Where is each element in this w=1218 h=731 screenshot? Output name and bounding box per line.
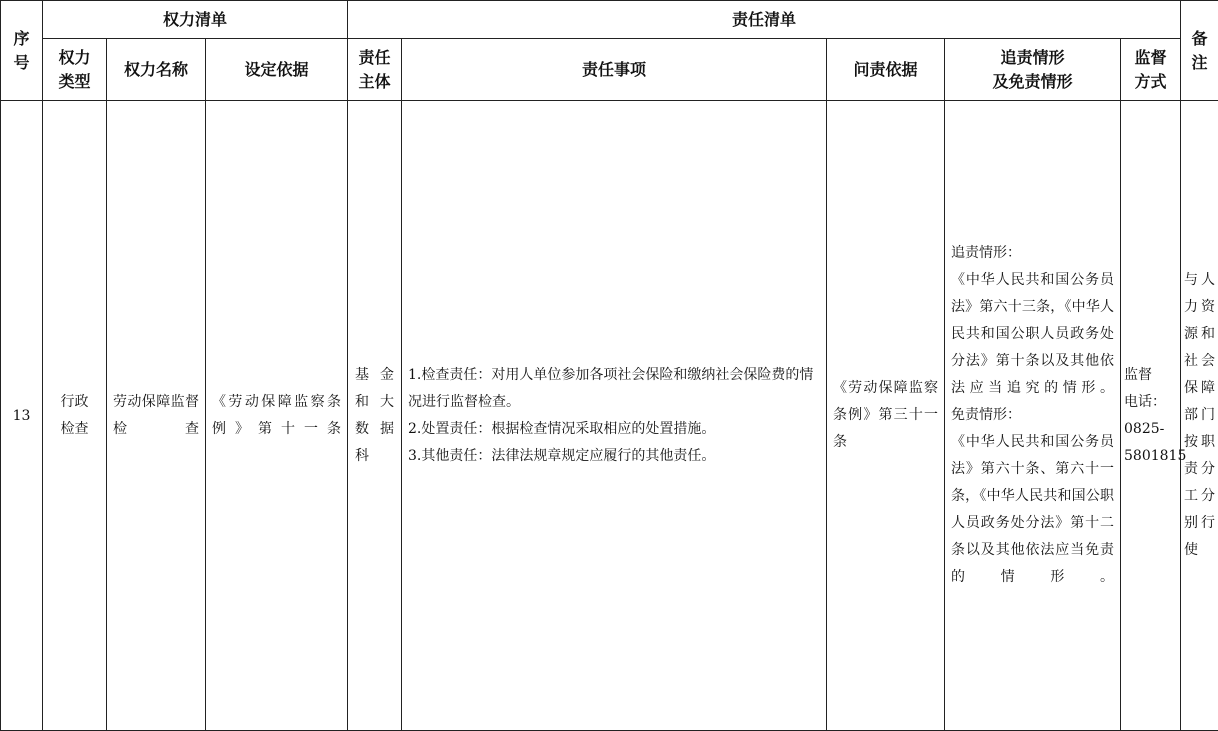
cell-resp-items: [402, 101, 827, 731]
header-supervision: 监督 方式: [1121, 39, 1181, 101]
exempt-title: 免责情形：: [951, 407, 1021, 423]
cell-power-name: 劳动保障监督检查: [107, 101, 206, 731]
header-power-list: 权力清单: [43, 1, 348, 39]
cell-supervision: 监督 电话： 0825- 5801815: [1121, 101, 1181, 731]
header-remarks: 备 注: [1181, 1, 1218, 101]
resp-item: 3.其他责任：法律法规章规定应履行的其他责任。: [408, 447, 716, 464]
header-basis: 设定依据: [206, 39, 348, 101]
cell-remarks: 与人力资源和社会保障部门按职责分工分别行使: [1181, 101, 1218, 731]
header-pursue-exempt: 追责情形 及免责情形: [945, 39, 1121, 101]
cell-accountability-basis: 《劳动保障监察条例》第三十一条: [827, 101, 945, 731]
header-resp-subject: 责任 主体: [348, 39, 402, 101]
resp-item: 2.处置责任：根据检查情况采取相应的处置措施。: [408, 420, 716, 437]
resp-item: 1.检查责任：对用人单位参加各项社会保险和缴纳社会保险费的情况进行监督检查。: [408, 366, 814, 410]
cell-power-type: 行政 检查: [43, 101, 107, 731]
cell-basis: 《劳动保障监察条例》第十一条: [206, 101, 348, 731]
cell-seq: 13: [1, 101, 43, 731]
exempt-text: 《中华人民共和国公务员法》第六十条、第六十一条，《中华人民共和国公职人员政务处分法》第十二条以及其他依法应当免责的情形。: [951, 434, 1114, 585]
header-power-name: 权力名称: [107, 39, 206, 101]
header-seq: 序 号: [1, 1, 43, 101]
cell-pursue-exempt: [945, 101, 1121, 731]
header-resp-items: 责任事项: [402, 39, 827, 101]
cell-resp-subject: 基金和大数据科: [348, 101, 402, 731]
header-accountability-basis: 问责依据: [827, 39, 945, 101]
pursue-title: 追责情形：: [951, 245, 1021, 261]
header-power-type: 权力 类型: [43, 39, 107, 101]
header-responsibility-list: 责任清单: [348, 1, 1181, 39]
pursue-text: 《中华人民共和国公务员法》第六十三条，《中华人民共和国公职人员政务处分法》第十条以及其他依法应当追究的情形。: [951, 272, 1114, 396]
